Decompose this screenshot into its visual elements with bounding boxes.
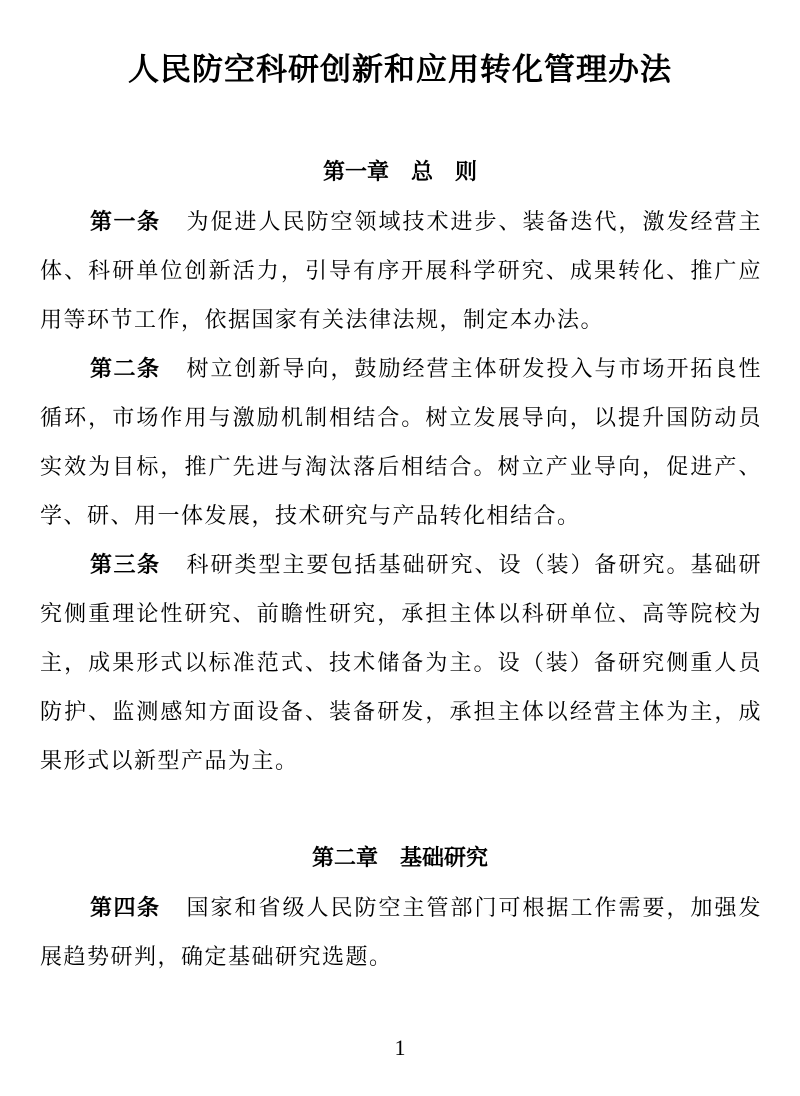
page-number: 1 (394, 1035, 406, 1060)
article-4-text: 国家和省级人民防空主管部门可根据工作需要，加强发展趋势研判，确定基础研究选题。 (40, 896, 762, 970)
article-1-number: 第一条 (90, 210, 161, 235)
article-2 (40, 345, 762, 541)
article-3-number: 第三条 (90, 553, 161, 578)
article-3-text: 科研类型主要包括基础研究、设（装）备研究。基础研究侧重理论性研究、前瞻性研究，承担主体以科研单位、高等院校为主，成果形式以标准范式、技术储备为主。设（装）备研究侧重人员防护、监测感知方面设备、装备研发，承担主体以经营主体为主，成果形式以新型产品为主。 (40, 553, 762, 774)
article-2-text: 树立创新导向，鼓励经营主体研发投入与市场开拓良性循环，市场作用与激励机制相结合。树立发展导向，以提升国防动员实效为目标，推广先进与淘汰落后相结合。树立产业导向，促进产、学、研、用一体发展，技术研究与产品转化相结合。 (40, 357, 762, 529)
chapter-1-heading: 第一章 总 则 (322, 160, 477, 185)
article-4-number: 第四条 (90, 896, 161, 921)
article-4 (40, 884, 762, 982)
article-3 (40, 541, 762, 786)
article-1 (40, 198, 762, 345)
document-title: 人民防空科研创新和应用转化管理办法 (128, 52, 672, 88)
chapter-2-heading: 第二章 基础研究 (311, 846, 488, 871)
article-2-number: 第二条 (90, 357, 161, 382)
article-1-text: 为促进人民防空领域技术进步、装备迭代，激发经营主体、科研单位创新活力，引导有序开展科学研究、成果转化、推广应用等环节工作，依据国家有关法律法规，制定本办法。 (40, 210, 762, 333)
